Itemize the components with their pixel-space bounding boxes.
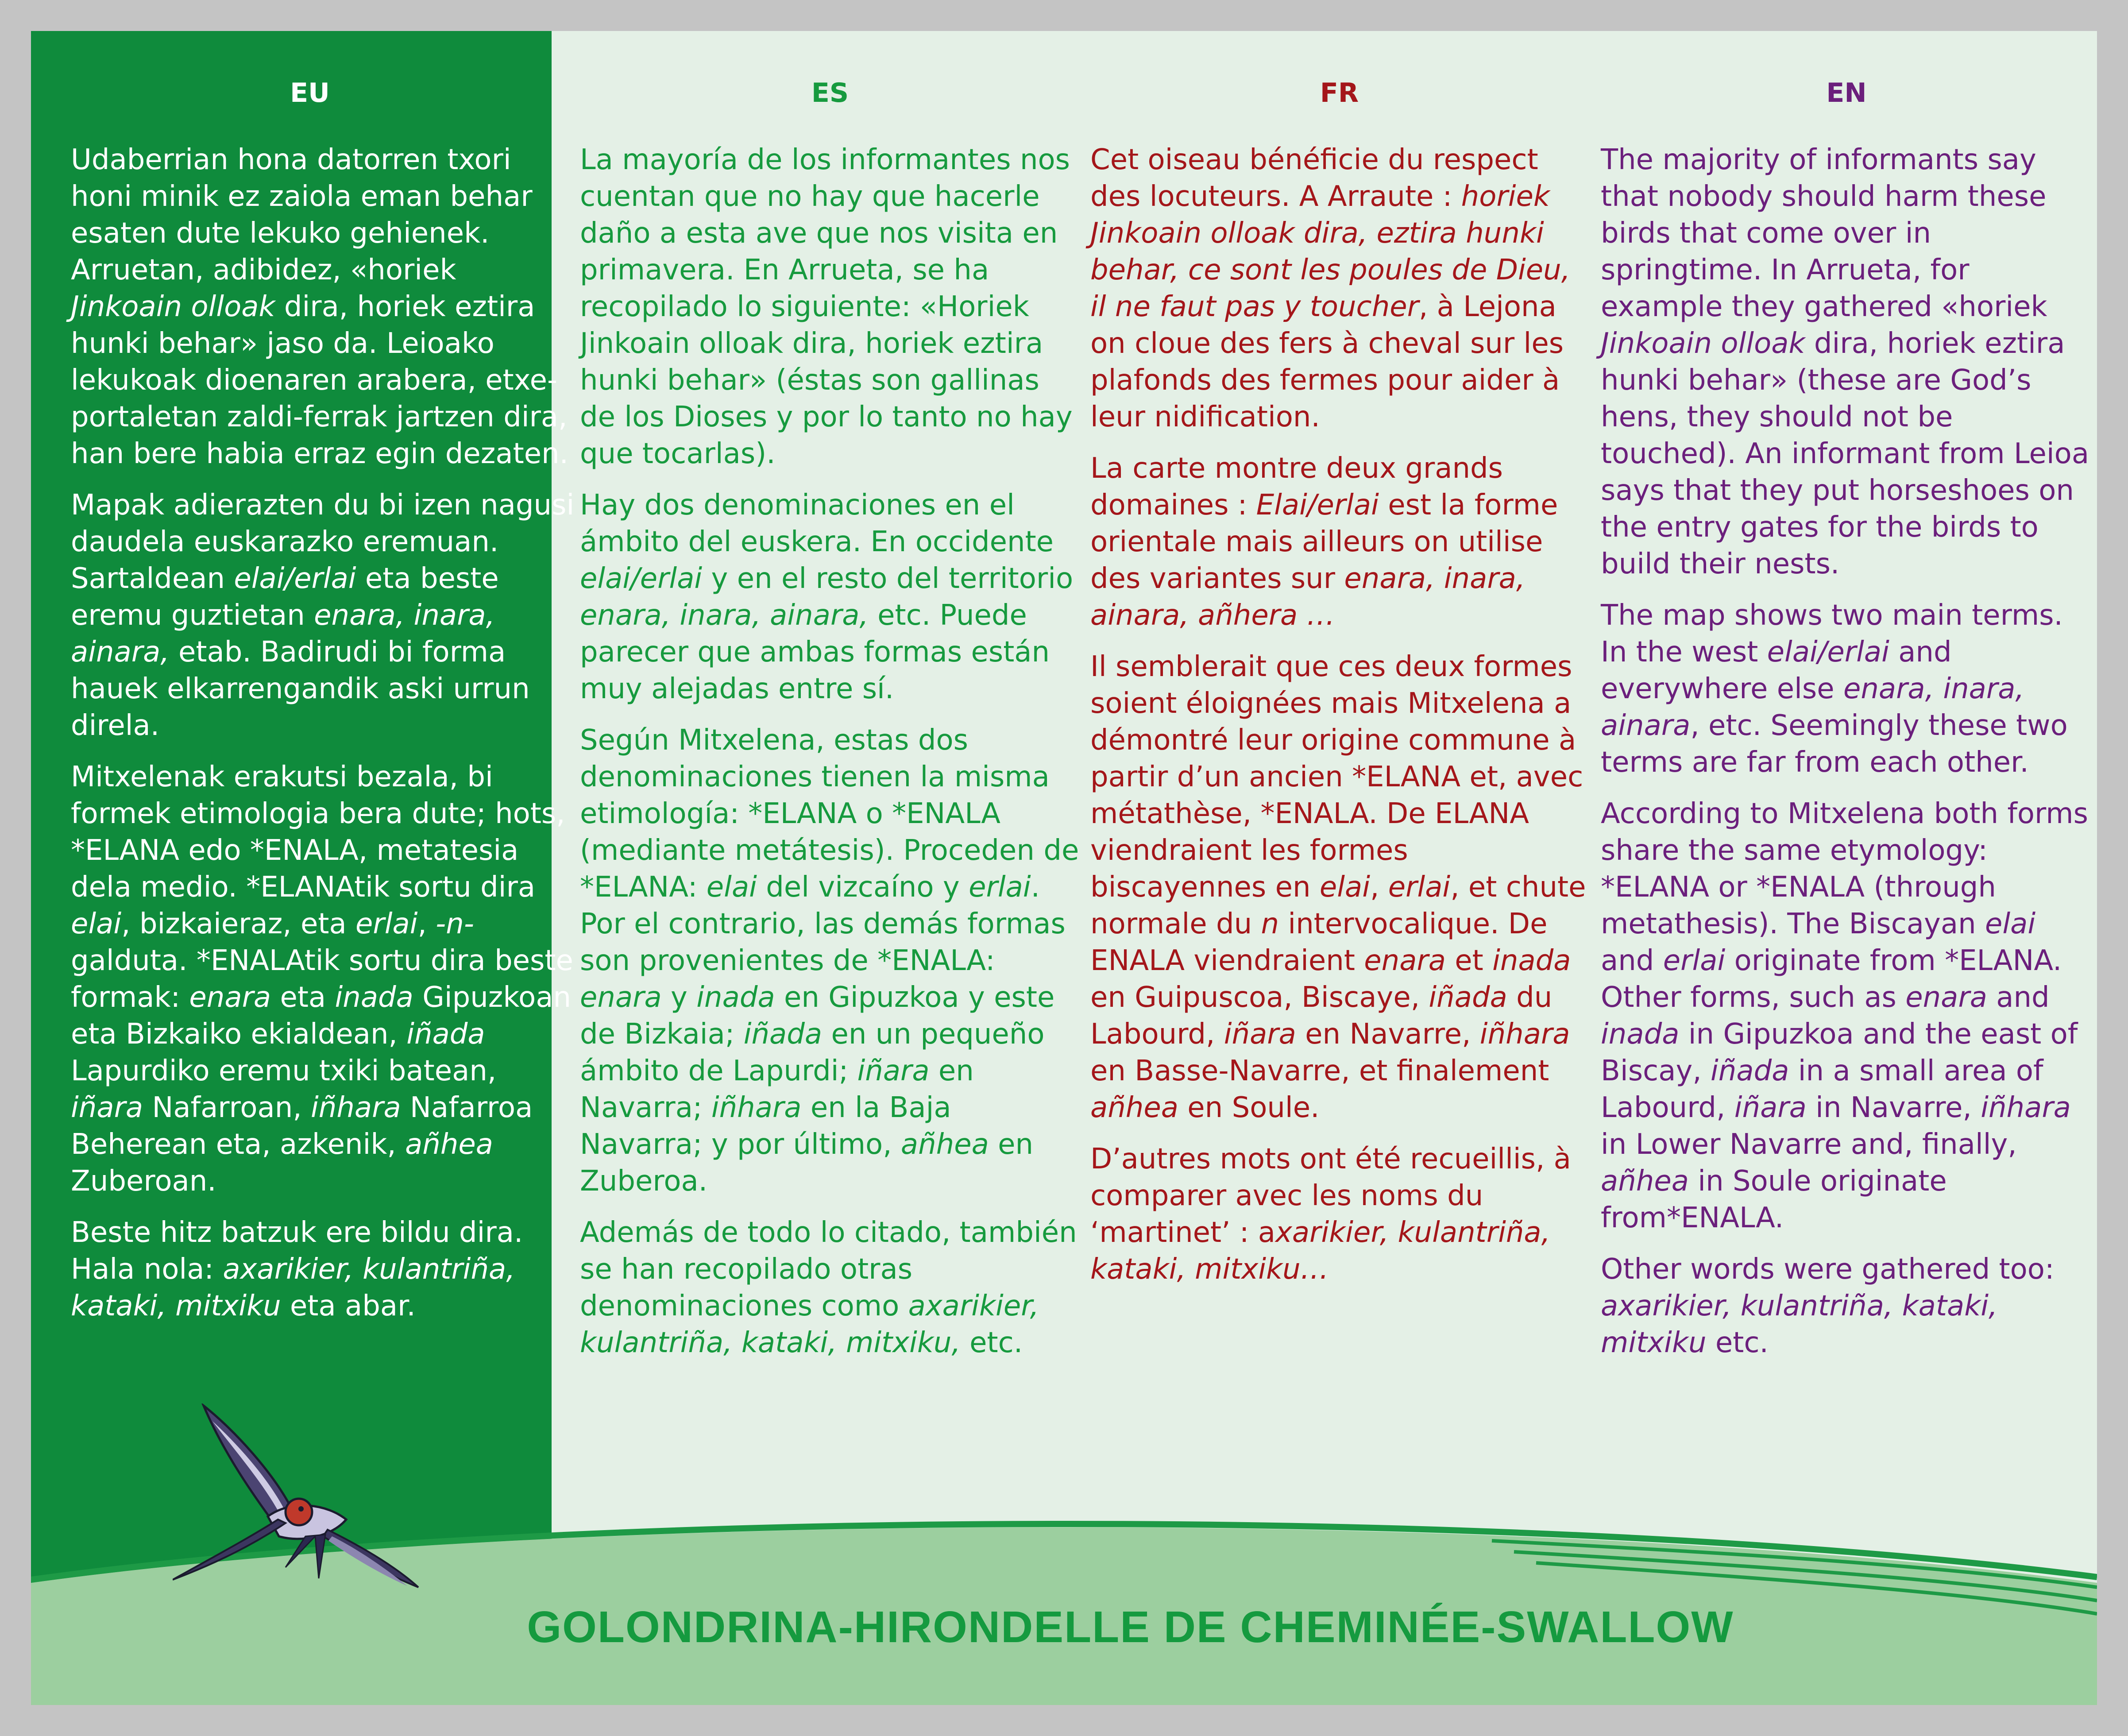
italic-term: enara (580, 981, 662, 1014)
italic-term: elai/erlai (1767, 636, 1889, 669)
italic-term: axarikier, kulantriña, kataki, mitxiku, (580, 1290, 1039, 1359)
paragraph: Beste hitz batzuk ere bildu dira. Hala nola: axarikier, kulantriña, kataki, mitxiku eta abar. (71, 1216, 523, 1322)
italic-term: horiek Jinkoain olloak dira, eztira hunki behar, ce sont les poules de Dieu, il ne faut pas y toucher (1090, 180, 1571, 323)
italic-term: inada (1601, 1018, 1680, 1051)
italic-term: iñara (71, 1091, 143, 1124)
column-heading-es: ES (811, 77, 849, 108)
italic-term: erlai (1388, 871, 1451, 904)
italic-term: elai (71, 908, 122, 940)
paragraph: According to Mitxelena both forms share the same etymology: *ELANA or *ENALA (through metathesis). The Biscayan elai and erlai originate from *ELANA. Other forms, such as enara and inada in Gipuzkoa and the east of Biscay, iñada in a small area of Labourd, iñara in Navarre, iñhara in Lower Navarre and, finally, añhea in Soule originate from*ENALA. (1601, 797, 2088, 1234)
italic-term: añhea (1601, 1165, 1689, 1198)
column-heading-fr: FR (1320, 77, 1359, 108)
italic-term: enara, inara, ainara, añhera … (1090, 562, 1526, 632)
italic-term: elai (1985, 908, 2036, 940)
italic-term: Jinkoain olloak (71, 290, 275, 323)
italic-term: iñada (1429, 981, 1507, 1014)
italic-term: erlai (969, 871, 1031, 904)
poster-sheet (31, 31, 2097, 1705)
paragraph: Cet oiseau bénéficie du respect des locuteurs. A Arraute : horiek Jinkoain olloak dira, eztira hunki behar, ce sont les poules de Dieu, il ne faut pas y toucher, à Lejona on cloue des fers à cheval sur les plafonds des fermes pour aider à leur nidification. (1090, 143, 1571, 433)
italic-term: iñada (1711, 1055, 1789, 1087)
italic-term: enara (189, 981, 271, 1014)
paragraph: Mitxelenak erakutsi bezala, bi formek etimologia bera dute; hots, *ELANA edo *ENALA, metatesia dela medio. *ELANAtik sortu dira elai, bizkaieraz, eta erlai, -n- galduta. *ENALAtik sortu dira beste formak: enara eta inada Gipuzkoan eta Bizkaiko ekialdean, iñada Lapurdiko eremu txiki batean, iñara Nafarroan, iñhara Nafarroa Beherean eta, azkenik, añhea Zuberoan. (71, 761, 573, 1198)
paragraph: La carte montre deux grands domaines : Elai/erlai est la forme orientale mais ailleurs on utilise des variantes sur enara, inara, ainara, añhera … (1090, 452, 1558, 632)
italic-term: añhea (405, 1128, 493, 1161)
italic-term: enara (1364, 944, 1446, 977)
paragraph: Il semblerait que ces deux formes soient éloignées mais Mitxelena a démontré leur origine commune à partir d’un ancien *ELANA et, avec métathèse, *ENALA. De ELANA viendraient les formes biscayennes en elai, erlai, et chute normale du n intervocalique. De ENALA viendraient enara et inada en Guipuscoa, Biscaye, iñada du Labourd, iñara en Navarre, iñhara en Basse-Navarre, et finalement añhea en Soule. (1090, 650, 1586, 1124)
italic-term: iñhara (711, 1091, 802, 1124)
italic-term: iñada (406, 1018, 485, 1051)
italic-term: elai/erlai (580, 562, 703, 595)
italic-term: axarikier, kulantriña, kataki, mitxiku (1601, 1290, 1998, 1359)
italic-term: elai (706, 871, 757, 904)
italic-term: iñada (743, 1018, 823, 1051)
footer-title: GOLONDRINA-HIRONDELLE DE CHEMINÉE-SWALLOW (527, 1602, 1734, 1652)
italic-term: enara, inara, ainara (1601, 673, 2024, 742)
italic-term: n (1261, 908, 1279, 940)
paragraph: D’autres mots ont été recueillis, à comparer avec les noms du ‘martinet’ : axarikier, kulantriña, kataki, mitxiku… (1090, 1143, 1571, 1286)
paragraph: The majority of informants say that nobody should harm these birds that come over in springtime. In Arrueta, for example they gathered «horiek Jinkoain olloak dira, horiek eztira hunki behar» (these are God’s hens, they should not be touched). An informant from Leioa says that they put horseshoes on the entry gates for the birds to build their nests. (1601, 143, 2089, 580)
italic-term: -n- (436, 908, 474, 940)
column-heading-eu: EU (290, 77, 330, 108)
italic-term: iñhara (311, 1091, 401, 1124)
italic-term: iñara (1224, 1018, 1296, 1051)
italic-term: erlai (1663, 944, 1726, 977)
paragraph: The map shows two main terms. In the west elai/erlai and everywhere else enara, inara, ainara, etc. Seemingly these two terms are far from each other. (1601, 599, 2068, 779)
italic-term: iñhara (1981, 1091, 2071, 1124)
italic-term: elai (1319, 871, 1371, 904)
italic-term: enara, inara, ainara, (580, 599, 869, 632)
italic-term: iñara (857, 1055, 930, 1087)
paragraph: Además de todo lo citado, también se han recopilado otras denominaciones como axarikier, kulantriña, kataki, mitxiku, etc. (580, 1216, 1077, 1359)
italic-term: Elai/erlai (1256, 489, 1379, 522)
paragraph: Udaberrian hona datorren txori honi minik ez zaiola eman behar esaten dute lekuko gehienek. Arruetan, adibidez, «horiek Jinkoain olloak dira, horiek eztira hunki behar» jaso da. Leioako lekukoak dioenaren arabera, etxe-portaletan zaldi-ferrak jartzen dira, han bere habia erraz egin dezaten. (71, 143, 568, 470)
paragraph: Según Mitxelena, estas dos denominaciones tienen la misma etimología: *ELANA o *ENALA (mediante metátesis). Proceden de *ELANA: elai del vizcaíno y erlai. Por el contrario, las demás formas son provenientes de *ENALA: enara y inada en Gipuzkoa y este de Bizkaia; iñada en un pequeño ámbito de Lapurdi; iñara en Navarra; iñhara en la Baja Navarra; y por último, añhea en Zuberoa. (580, 724, 1079, 1198)
italic-term: añhea (900, 1128, 989, 1161)
italic-term: Jinkoain olloak (1601, 327, 1805, 360)
column-heading-en: EN (1826, 77, 1867, 108)
swallow-bird-icon (173, 1403, 421, 1589)
italic-term: inada (696, 981, 775, 1014)
italic-term: iñara (1734, 1091, 1807, 1124)
italic-term: inada (335, 981, 413, 1014)
paragraph: Mapak adierazten du bi izen nagusi daudela euskarazko eremuan. Sartaldean elai/erlai eta beste eremu guztietan enara, inara, ainara, etab. Badirudi bi forma hauek elkarrengandik aski urrun direla. (71, 489, 575, 742)
italic-term: elai/erlai (234, 562, 356, 595)
paragraph: Hay dos denominaciones en el ámbito del euskera. En occidente elai/erlai y en el resto del territorio enara, inara, ainara, etc. Puede parecer que ambas formas están muy alejadas entre sí. (580, 489, 1074, 705)
italic-term: enara (1905, 981, 1987, 1014)
italic-term: xarikier, kulantriña, kataki, mitxiku… (1090, 1216, 1550, 1286)
italic-term: erlai (355, 908, 418, 940)
italic-term: iñhara (1479, 1018, 1570, 1051)
italic-term: enara, inara, ainara, (71, 599, 495, 669)
italic-term: axarikier, kulantriña, kataki, mitxiku (71, 1253, 515, 1322)
paragraph: Other words were gathered too: axarikier, kulantriña, kataki, mitxiku etc. (1601, 1253, 2055, 1359)
paragraph: La mayoría de los informantes nos cuentan que no hay que hacerle daño a esta ave que nos visita en primavera. En Arrueta, se ha recopilado lo siguiente: «Horiek Jinkoain olloak dira, horiek eztira hunki behar» (éstas son gallinas de los Dioses y por lo tanto no hay que tocarlas). (580, 143, 1073, 470)
italic-term: añhea (1090, 1091, 1178, 1124)
italic-term: inada (1492, 944, 1571, 977)
